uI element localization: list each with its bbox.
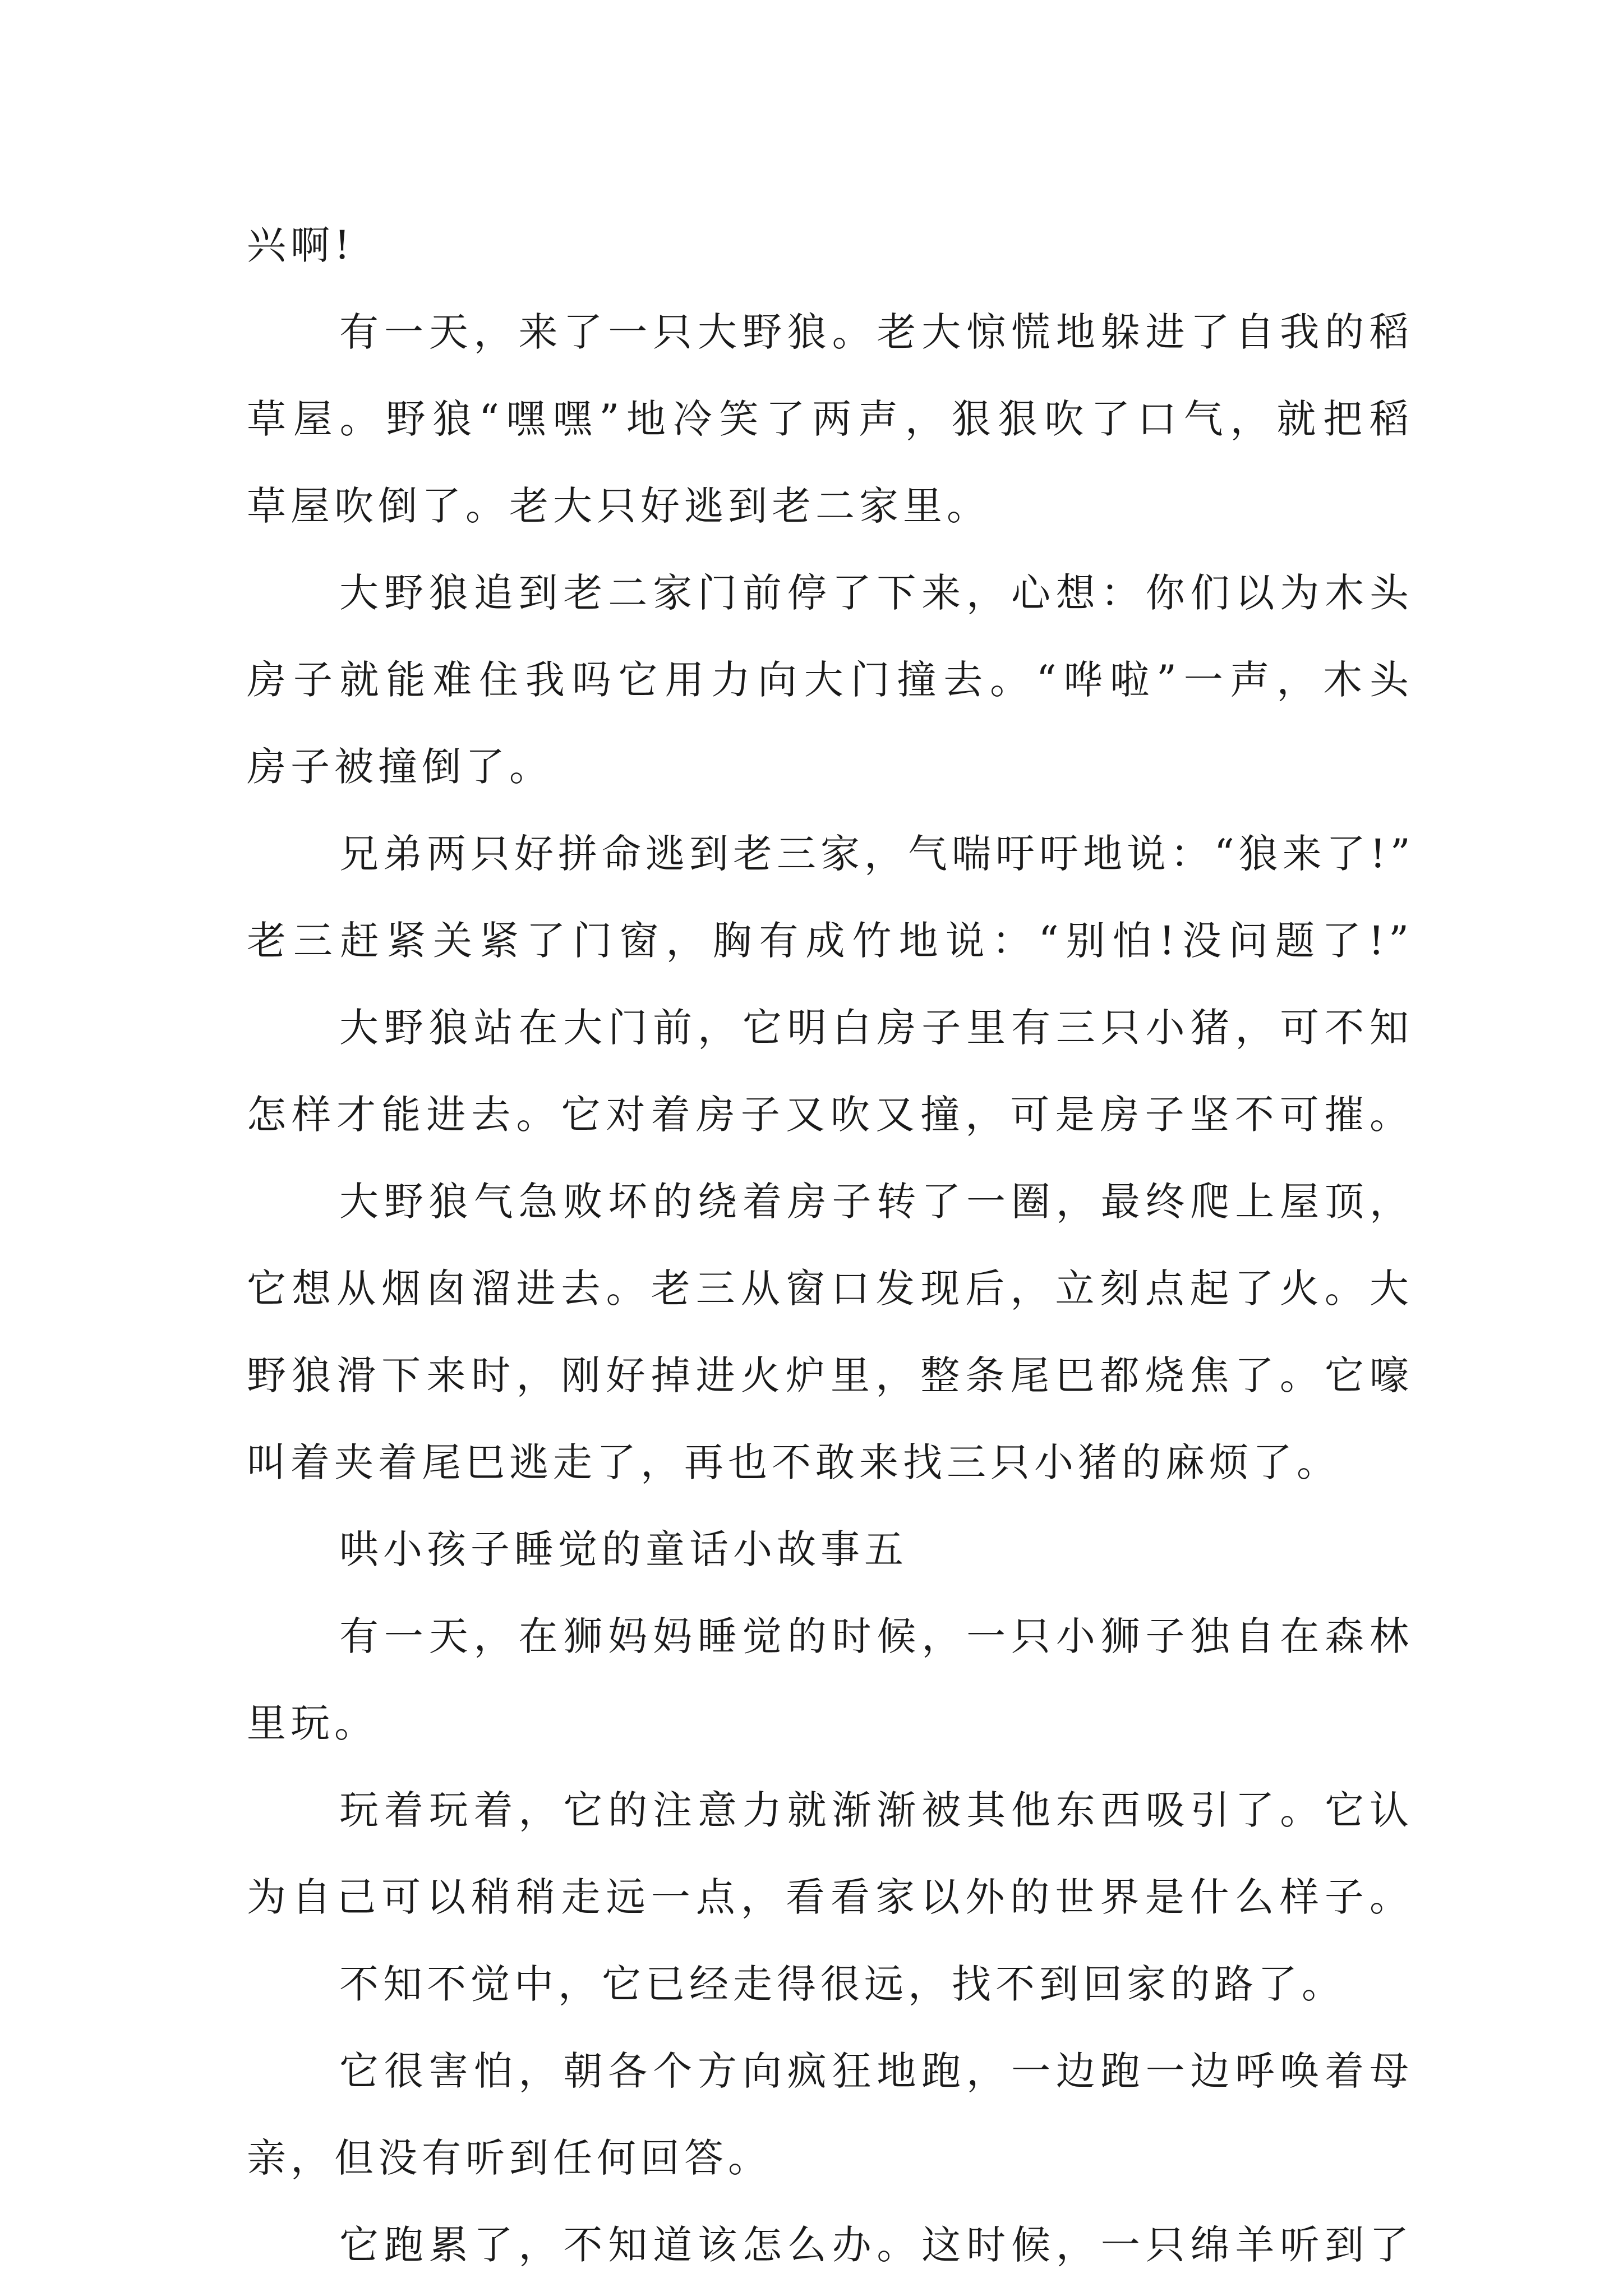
text-line: 老三赶紧关紧了门窗，胸有成竹地说：“别怕!没问题了!” (247, 918, 1413, 964)
text-line: 亲，但没有听到任何回答。 (247, 2135, 772, 2181)
paragraph-first-line: 它很害怕，朝各个方向疯狂地跑，一边跑一边呼唤着母 (339, 2048, 1413, 2094)
text-line: 里玩。 (247, 1700, 378, 1746)
paragraph-first-line: 它跑累了，不知道该怎么办。这时候，一只绵羊听到了 (339, 2222, 1413, 2268)
text-line: 房子被撞倒了。 (247, 744, 553, 790)
text-line: 草屋吹倒了。老大只好逃到老二家里。 (247, 483, 990, 529)
text-line: 野狼滑下来时，刚好掉进火炉里，整条尾巴都烧焦了。它嚎 (247, 1352, 1413, 1398)
body-text (247, 202, 1413, 2289)
text-line: 房子就能难住我吗它用力向大门撞去。“哗啦”一声，木头 (247, 657, 1413, 703)
paragraph-first-line: 有一天，来了一只大野狼。老大惊慌地躲进了自我的稻 (339, 309, 1413, 355)
text-line: 怎样才能进去。它对着房子又吹又撞，可是房子坚不可摧。 (247, 1092, 1413, 1138)
paragraph-first-line: 大野狼气急败坏的绕着房子转了一圈，最终爬上屋顶， (339, 1179, 1413, 1225)
text-line: 为自己可以稍稍走远一点，看看家以外的世界是什么样子。 (247, 1874, 1413, 1920)
paragraph-first-line: 不知不觉中，它已经走得很远，找不到回家的路了。 (339, 1961, 1345, 2007)
text-line: 草屋。野狼“嘿嘿”地冷笑了两声，狠狠吹了口气，就把稻 (247, 396, 1413, 442)
paragraph-first-line: 玩着玩着，它的注意力就渐渐被其他东西吸引了。它认 (339, 1787, 1413, 1833)
text-line: 兴啊! (247, 222, 355, 268)
section-heading: 哄小孩子睡觉的童话小故事五 (339, 1526, 908, 1572)
paragraph-first-line: 有一天，在狮妈妈睡觉的时候，一只小狮子独自在森林 (339, 1613, 1413, 1659)
paragraph-first-line: 大野狼追到老二家门前停了下来，心想：你们以为木头 (339, 570, 1413, 616)
paragraph-first-line: 大野狼站在大门前，它明白房子里有三只小猪，可不知 (339, 1005, 1413, 1051)
paragraph-first-line: 兄弟两只好拼命逃到老三家，气喘吁吁地说：“狼来了!” (339, 831, 1415, 877)
text-line: 它想从烟囱溜进去。老三从窗口发现后，立刻点起了火。大 (247, 1266, 1413, 1312)
text-line: 叫着夹着尾巴逃走了，再也不敢来找三只小猪的麻烦了。 (247, 1439, 1340, 1485)
